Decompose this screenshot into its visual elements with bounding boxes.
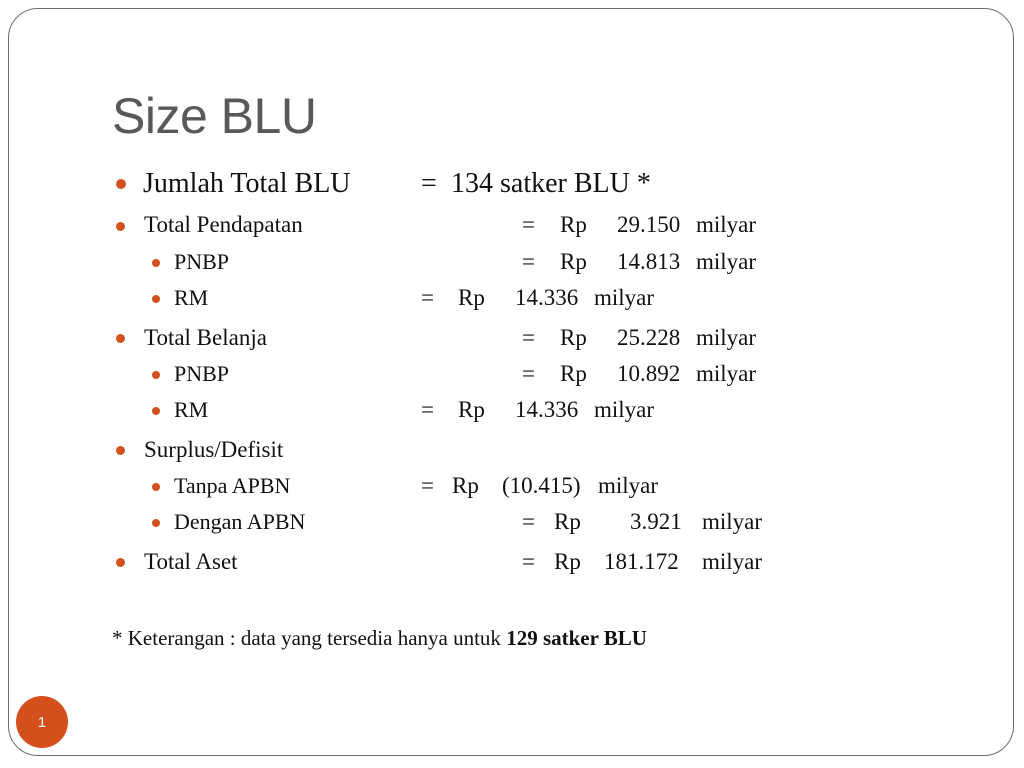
row-equals: =: [421, 473, 434, 498]
bullet-icon: [116, 179, 126, 189]
row-equals: =: [522, 549, 535, 574]
row-unit: milyar: [594, 397, 655, 422]
bullet-icon: [152, 295, 160, 303]
row-amount: 3.921: [630, 509, 682, 534]
row-label: RM: [174, 397, 209, 422]
row-currency: Rp: [560, 361, 587, 386]
footnote-text: * Keterangan : data yang tersedia hanya untuk: [112, 626, 507, 650]
bullet-icon: [116, 334, 125, 343]
row-unit: milyar: [696, 249, 757, 274]
row-equals: =: [421, 397, 434, 422]
row-currency: Rp: [554, 549, 581, 574]
row-amount: 14.813: [617, 249, 681, 274]
footnote: [112, 626, 647, 651]
page-number: 1: [37, 713, 47, 731]
bullet-icon: [116, 222, 125, 231]
row-label: Total Pendapatan: [144, 212, 303, 237]
row-equals: =: [522, 361, 535, 386]
row-unit: milyar: [598, 473, 659, 498]
row-amount: 181.172: [604, 549, 679, 574]
bullet-icon: [152, 519, 160, 527]
row-currency: Rp: [452, 473, 479, 498]
row-equals: =: [421, 285, 434, 310]
row-label: Tanpa APBN: [174, 473, 291, 498]
row-amount: 134 satker BLU *: [451, 168, 651, 199]
row-currency: Rp: [554, 509, 581, 534]
row-equals: =: [421, 168, 437, 199]
row-unit: milyar: [702, 509, 763, 534]
row-equals: =: [522, 249, 535, 274]
row-equals: =: [522, 325, 535, 350]
row-unit: milyar: [696, 212, 757, 237]
bullet-icon: [116, 558, 125, 567]
row-label: Total Belanja: [144, 325, 267, 350]
row-label: Dengan APBN: [174, 509, 306, 534]
row-amount: 25.228: [617, 325, 681, 350]
row-unit: milyar: [702, 549, 763, 574]
row-label: RM: [174, 285, 209, 310]
bullet-icon: [152, 483, 160, 491]
row-amount: 10.892: [617, 361, 681, 386]
row-currency: Rp: [560, 249, 587, 274]
row-unit: milyar: [594, 285, 655, 310]
row-label: PNBP: [174, 249, 230, 274]
footnote-bold: 129 satker BLU: [506, 626, 647, 650]
row-label: Surplus/Defisit: [144, 437, 284, 462]
row-amount: 14.336: [515, 285, 579, 310]
bullet-icon: [152, 371, 160, 379]
row-equals: =: [522, 212, 535, 237]
row-unit: milyar: [696, 325, 757, 350]
row-amount: (10.415): [502, 473, 581, 498]
bullet-icon: [152, 259, 160, 267]
row-equals: =: [522, 509, 535, 534]
row-amount: 14.336: [515, 397, 579, 422]
row-currency: Rp: [458, 397, 485, 422]
slide-title: Size BLU: [112, 88, 317, 144]
bullet-icon: [152, 407, 160, 415]
row-unit: milyar: [696, 361, 757, 386]
row-label: Total Aset: [144, 549, 238, 574]
bullet-icon: [116, 446, 125, 455]
row-label: Jumlah Total BLU: [143, 168, 351, 199]
row-currency: Rp: [458, 285, 485, 310]
row-label: PNBP: [174, 361, 230, 386]
row-amount: 29.150: [617, 212, 681, 237]
page-number-badge: [16, 696, 68, 748]
row-currency: Rp: [560, 212, 587, 237]
row-currency: Rp: [560, 325, 587, 350]
